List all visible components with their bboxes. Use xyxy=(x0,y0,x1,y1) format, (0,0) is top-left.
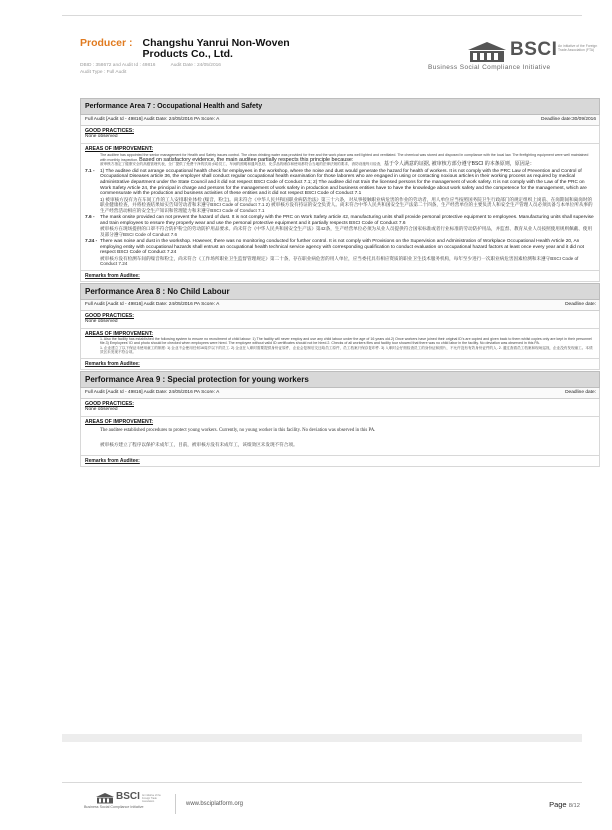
report-header xyxy=(80,37,598,90)
pa9-good-practices xyxy=(80,399,600,417)
producer-label: Producer : xyxy=(80,37,133,49)
pa9-aoi-en: The auditee established procedures to protect young workers. Currently, no young worker in this facility. No deviation was observed in this PA. xyxy=(100,427,376,433)
pa8-remarks: Remarks from Auditee: xyxy=(80,359,600,370)
page-number xyxy=(549,800,580,809)
pa7-intro-zh-big: 基于令人满意的证据, 被审核方部分遵守BSCI 的本条原则，原因是： xyxy=(383,161,535,168)
pa8-aoi-en: 1. Also the facility has established the following system to ensure no recruitment of child labour: 1) The facility will never employ and use any child labour under the age of 16 years old.2) Once workers have joined their original ID's are copied and given back to them whilst copies only are kept in their personnel file.3) Employees' ID and photo should be checked when employees were hired. The employee without valid ID certificates should not be hired.2. Checks of all workers files and facility tour showed that there was no child labor in the facility. No deviation was observed in this PA. xyxy=(100,336,592,346)
finding-en: There was noise and dust in the workshop. However, there was no monitoring conducted for further control. It is not comply with Provisions on the Supervision and Administration of Workplace Occupational Health Article 20, An employing entity with occupational hazards shall entrust an occupational health technical service agency with corresponding qualification to conduct evaluation on occupational hazard factors at least once every year and it did not respect BSCI Code of Conduct 7.24 xyxy=(100,238,584,256)
footer-bsci-logo xyxy=(80,792,170,822)
pa7-remarks: Remarks from Auditee: xyxy=(80,271,600,282)
pa9-title: Performance Area 9 : Special protection for young workers xyxy=(80,371,600,388)
pa8-title: Performance Area 8 : No Child Labour xyxy=(80,283,600,300)
pa9-deadline: Deadline date: xyxy=(565,389,596,395)
pa8-aoi-title: AREAS OF IMPROVEMENT: xyxy=(85,330,154,337)
pa8-good-text: None observed xyxy=(85,318,118,324)
pa7-audit-info: Full Audit [Audit Id - 49816] Audit Date: 24/05/2016 PA Score: A xyxy=(85,117,220,122)
finding-zh: 被审核方没有检测车间的噪音和粉尘，尚未符合《工作场所职业卫生监督管理规定》第二十条，存在职业病危害的用人单位，应当委托具有相应资质的职业卫生技术服务机构，每年至少进行一次职业病危害因素检测和未遵守BSCI Code of Conduct 7.24 xyxy=(100,255,579,267)
pa8-deadline: Deadline date: xyxy=(565,301,596,307)
finding-text xyxy=(100,239,595,267)
footer-bsci-wordmark: BSCI xyxy=(116,791,140,802)
pa9-audit-info: Full Audit [Audit Id - 49816] Audit Date: 24/05/2016 PA Score: A xyxy=(85,389,220,395)
pa9-aoi-title: AREAS OF IMPROVEMENT: xyxy=(85,418,154,425)
pa8-good-title: GOOD PRACTICES: xyxy=(85,312,134,319)
finding-item xyxy=(85,239,595,267)
bsci-tagline: Business Social Compliance Initiative xyxy=(428,64,551,71)
audit-date: Audit Date : 24/05/2016 xyxy=(170,63,221,68)
footer-url[interactable]: www.bsciplatform.org xyxy=(186,801,244,807)
pa8-good-practices xyxy=(80,311,600,329)
footer-divider xyxy=(62,782,582,783)
finding-en: 1) The auditee did not arrange occupational health check for employees in the workshop, where the noise and dust would generate the hazard for health of workers. It is not comply with the PRC Law of Prevention and Control of Occupational Diseases article 36, the employer shall conduct regular occupational health examination for those laborers who are engaged in using or contacting noxious articles in their working process as required by medical administrative department under the State Council and it did not respect BSCI Code of Conduct 7.1; 2) The auditee did not train the licensed persons for the management of work safety. It is not comply with the Law of the PRC on Work Safety Article 24, the principal in charge and persons for the management of work safety in production and business entities have to have the knowledge about work safety and the competence for the management, which are commensurate with the production and business activities of these entities and it did not respect BSCI Code of Conduct 7.1 xyxy=(100,168,587,197)
pa7-intro-big: Based on satisfactory evidence, the main auditee partially respects this principle because: xyxy=(139,156,354,163)
pa8-audit-row xyxy=(80,300,600,311)
footer-band xyxy=(62,734,582,742)
pa9-good-text: None observed xyxy=(85,406,118,412)
building-icon xyxy=(464,40,510,64)
pa7-deadline: Deadline date:30/09/2016 xyxy=(541,117,596,122)
producer-name: Changshu Yanrui Non-Woven Products Co., Ltd. xyxy=(142,37,290,60)
finding-number: 7.6 - xyxy=(85,214,95,220)
finding-number: 7.1 - xyxy=(85,168,95,174)
bsci-wordmark: BSCI xyxy=(510,39,558,60)
finding-zh: 被审核方在现场提供的口罩不符合防护粉尘的劳动防护用品要求。尚未符合《中华人民共和国安全生产法》第42条，生产经营单位必须为从业人员提供符合国家标准或者行业标准的劳动防护用品，并监督、教育从业人员按照使用规则佩戴、使用及部分遵守BSCI Code of Conduct 7.6 xyxy=(100,226,593,237)
pa9-areas-of-improvement xyxy=(80,417,600,456)
pa7-good-title: GOOD PRACTICES: xyxy=(85,128,134,134)
pa7-audit-row xyxy=(80,115,600,126)
building-icon xyxy=(94,792,116,804)
audit-type: Audit Type : Full Audit xyxy=(80,70,127,75)
report-content xyxy=(80,98,600,467)
pa7-areas-of-improvement xyxy=(80,144,600,271)
pa8-audit-info: Full Audit [Audit Id - 49816] Audit Date: 24/05/2016 PA Score: A xyxy=(85,301,220,307)
pa7-intro-zh xyxy=(100,162,595,167)
finding-item xyxy=(85,215,595,237)
page-label: Page xyxy=(549,800,567,809)
pa8-aoi-zh: 1. 企业建立了以下保证未使用童工的制度: 1) 企业不会使用任何16周岁以下的员工. 2) 企业在入职时需要提供身份证原件，企业会复制后交还给员工原件，员工档案只保存复印件. 3) 入职时会仔细检查员工的身份证和照片，不允许没有有效身份证件的人. 2. 通过查看员工档案和现场巡视，企业没有发现童工。本绩效区未发现不符合项。 xyxy=(100,345,593,355)
pa7-intro-zh-small: 被审核方指定了健康安全的高级管理代表，全厂提供了免费干净的饮用水给员工，车间的照明和通风良好，化学品的储存和使用都符合当地的法律法规的要求，消防设施每月检查， xyxy=(100,162,384,167)
pa7-intro-small: The auditee has appointed the senior management for Health and Safety issues control. The clean drinking water was provided for free and the work place was well lighted and ventilated. The chemical was stored and disposed in compliance with the local law. The firefighting equipment were well maintained with monthly inspection. xyxy=(100,153,589,162)
bsci-logo xyxy=(410,38,598,78)
bsci-initiative: An initiative of the Foreign Trade Association (FTA) xyxy=(558,44,598,53)
footer-separator xyxy=(175,794,176,814)
pa8-areas-of-improvement xyxy=(80,329,600,359)
finding-zh: 1) 被审核方没有为在车间工作的工人安排职业体检 (噪音，粉尘)。尚未符合《中华人民共和国职业病防治法》第三十六条，对从事接触职业病危害的作业的劳动者，用人单位应当按照国务院卫生行政部门的规定组织上岗前、在岗期间和离岗时的职业健康检查，并将检查结果如实告知劳动者和未遵守BSCI Code of Conduct 7.1 2) 被审核方没有持证的安全负责人。尚未符合中华人民共和国安全生产法第二十四条，生产经营单位的主要负责人和安全生产管理人员必须具备与本单位所从事的生产经营活动相应的安全生产知识和管理能力和未遵守BSCI Code of Conduct 7.1 xyxy=(100,196,593,213)
finding-text xyxy=(100,169,595,213)
pa9-audit-row xyxy=(80,388,600,399)
pa7-good-text: None observed xyxy=(85,134,118,139)
page-count: 8/12 xyxy=(568,803,580,809)
pa9-good-title: GOOD PRACTICES: xyxy=(85,400,134,407)
dbid: DBID : 358672 and Audit Id : 49816 xyxy=(80,63,156,68)
finding-en: The mask onsite provided can not prevent the hazard of dust. It is not comply with the PRC on Work Safety article 42, manufacturing units shall provide personal protective equipment to employees. Manufacturing units shall supervise and train employees to ensure they properly wear and use the personal protective equipment and it partially respects BSCI Code of Conduct 7.6 xyxy=(100,214,594,226)
top-divider xyxy=(62,15,582,16)
finding-number: 7.24 - xyxy=(85,238,98,244)
pa9-aoi-zh: 被审核方建立了程序以保护未成年工，目前，被审核方没有未成年工，该绩效区未发现不符合项。 xyxy=(100,441,298,447)
finding-item xyxy=(85,169,595,213)
pa7-good-practices xyxy=(80,126,600,144)
pa9-remarks: Remarks from Auditee: xyxy=(80,456,600,467)
footer-bsci-initiative: An initiative of the Foreign Trade Association xyxy=(142,794,161,803)
pa7-title: Performance Area 7 : Occupational Health and Safety xyxy=(80,98,600,115)
finding-text xyxy=(100,215,595,237)
pa7-aoi-title: AREAS OF IMPROVEMENT: xyxy=(85,146,154,152)
footer-bsci-tagline: Business Social Compliance Initiative xyxy=(84,805,144,809)
